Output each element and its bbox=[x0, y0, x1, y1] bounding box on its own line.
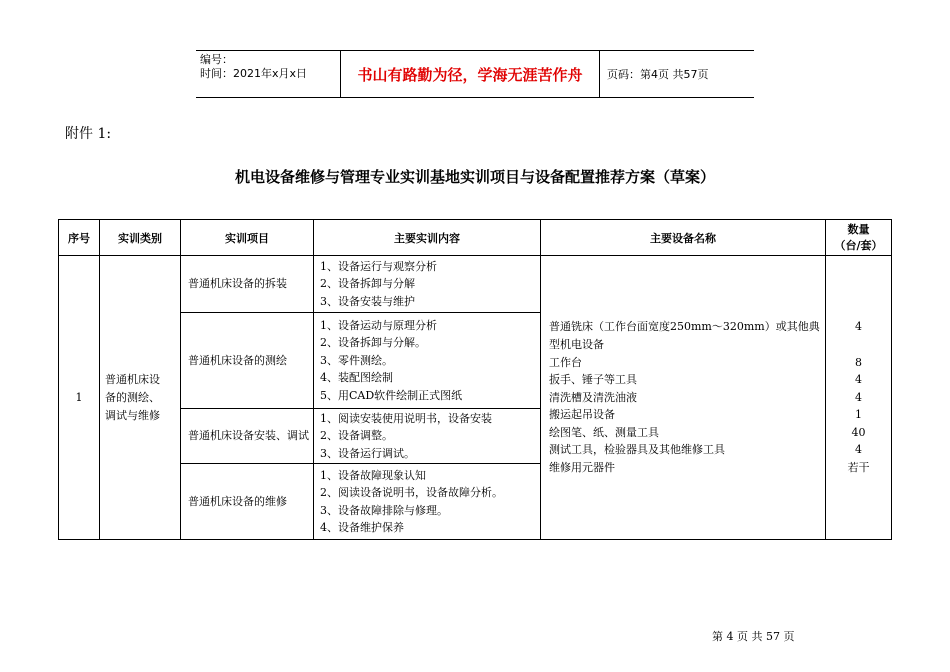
qty-line: 40 bbox=[851, 425, 866, 439]
qty-line: 若干 bbox=[847, 461, 870, 475]
category-line: 备的测绘、 bbox=[105, 390, 160, 404]
project-cell: 普通机床设备的维修 bbox=[181, 464, 314, 540]
qty-line: 4 bbox=[855, 390, 862, 404]
content-line: 3、设备故障排除与修理。 bbox=[320, 503, 448, 517]
header-content: 主要实训内容 bbox=[314, 220, 541, 256]
table-header-row bbox=[59, 220, 892, 256]
equipment-line: 绘图笔、纸、测量工具 bbox=[549, 425, 659, 439]
page-footer: 第 4 页 共 57 页 bbox=[712, 630, 795, 643]
header-seq: 序号 bbox=[59, 220, 100, 256]
content-cell bbox=[314, 313, 541, 409]
annex-label: 附件 1: bbox=[65, 126, 112, 142]
training-table bbox=[58, 219, 892, 540]
equipment-line: 清洗槽及清洗油液 bbox=[549, 390, 637, 404]
content-line: 1、设备运行与观察分析 bbox=[320, 259, 437, 273]
equipment-line: 工作台 bbox=[549, 355, 582, 369]
header-project: 实训项目 bbox=[181, 220, 314, 256]
content-line: 2、设备调整。 bbox=[320, 429, 393, 443]
category-line: 调试与维修 bbox=[105, 408, 160, 422]
qty-line: 8 bbox=[855, 355, 862, 369]
project-cell: 普通机床设备安装、调试 bbox=[181, 409, 314, 464]
number-label: 编号： bbox=[200, 53, 233, 66]
header-qty bbox=[826, 220, 892, 256]
qty-line: 4 bbox=[855, 443, 862, 457]
content-line: 1、阅读安装使用说明书，设备安装 bbox=[320, 411, 492, 425]
category-line: 普通机床设 bbox=[105, 372, 160, 386]
content-cell bbox=[314, 464, 541, 540]
content-line: 1、设备故障现象认知 bbox=[320, 468, 426, 482]
seq-cell: 1 bbox=[59, 256, 100, 540]
project-cell: 普通机床设备的测绘 bbox=[181, 313, 314, 409]
content-cell bbox=[314, 256, 541, 313]
qty-line: 4 bbox=[855, 320, 862, 334]
qty-line: 4 bbox=[855, 373, 862, 387]
page-header bbox=[196, 50, 754, 98]
header-meta bbox=[196, 51, 340, 97]
content-line: 1、设备运动与原理分析 bbox=[320, 318, 437, 332]
equipment-line: 维修用元器件 bbox=[549, 461, 615, 475]
content-line: 5、用CAD软件绘制正式图纸 bbox=[320, 388, 463, 402]
equipment-line: 普通铣床（工作台面宽度250mm～320mm）或其他典 bbox=[549, 320, 820, 334]
project-cell: 普通机床设备的拆装 bbox=[181, 256, 314, 313]
header-equipment: 主要设备名称 bbox=[541, 220, 826, 256]
time-label: 时间：2021年x月x日 bbox=[200, 67, 308, 80]
content-line: 2、设备拆卸与分解 bbox=[320, 277, 415, 291]
content-line: 3、设备安装与维护 bbox=[320, 294, 415, 308]
header-page-label: 页码：第4页 共57页 bbox=[607, 68, 709, 81]
category-cell bbox=[100, 256, 181, 540]
content-cell bbox=[314, 409, 541, 464]
content-line: 3、设备运行调试。 bbox=[320, 446, 415, 460]
content-line: 2、阅读设备说明书，设备故障分析。 bbox=[320, 486, 503, 499]
equipment-line: 测试工具，检验器具及其他维修工具 bbox=[549, 443, 725, 457]
header-category: 实训类别 bbox=[100, 220, 181, 256]
content-line: 2、设备拆卸与分解。 bbox=[320, 336, 426, 350]
equipment-line: 型机电设备 bbox=[549, 337, 604, 351]
content-line: 3、零件测绘。 bbox=[320, 353, 393, 367]
document-title: 机电设备维修与管理专业实训基地实训项目与设备配置推荐方案（草案） bbox=[234, 168, 715, 186]
qty-cell bbox=[826, 256, 892, 540]
header-slogan: 书山有路勤为径，学海无涯苦作舟 bbox=[340, 51, 600, 97]
qty-line bbox=[826, 336, 891, 354]
content-line: 4、设备维护保养 bbox=[320, 521, 404, 534]
content-line: 4、装配图绘制 bbox=[320, 371, 393, 385]
table-row bbox=[59, 256, 892, 313]
header-qty-line2: （台/套） bbox=[834, 238, 883, 252]
header-qty-line1: 数量 bbox=[847, 222, 870, 236]
equipment-line: 扳手、锤子等工具 bbox=[549, 373, 637, 387]
equipment-line: 搬运起吊设备 bbox=[549, 408, 615, 422]
equipment-cell bbox=[541, 256, 826, 540]
qty-line: 1 bbox=[855, 408, 862, 422]
